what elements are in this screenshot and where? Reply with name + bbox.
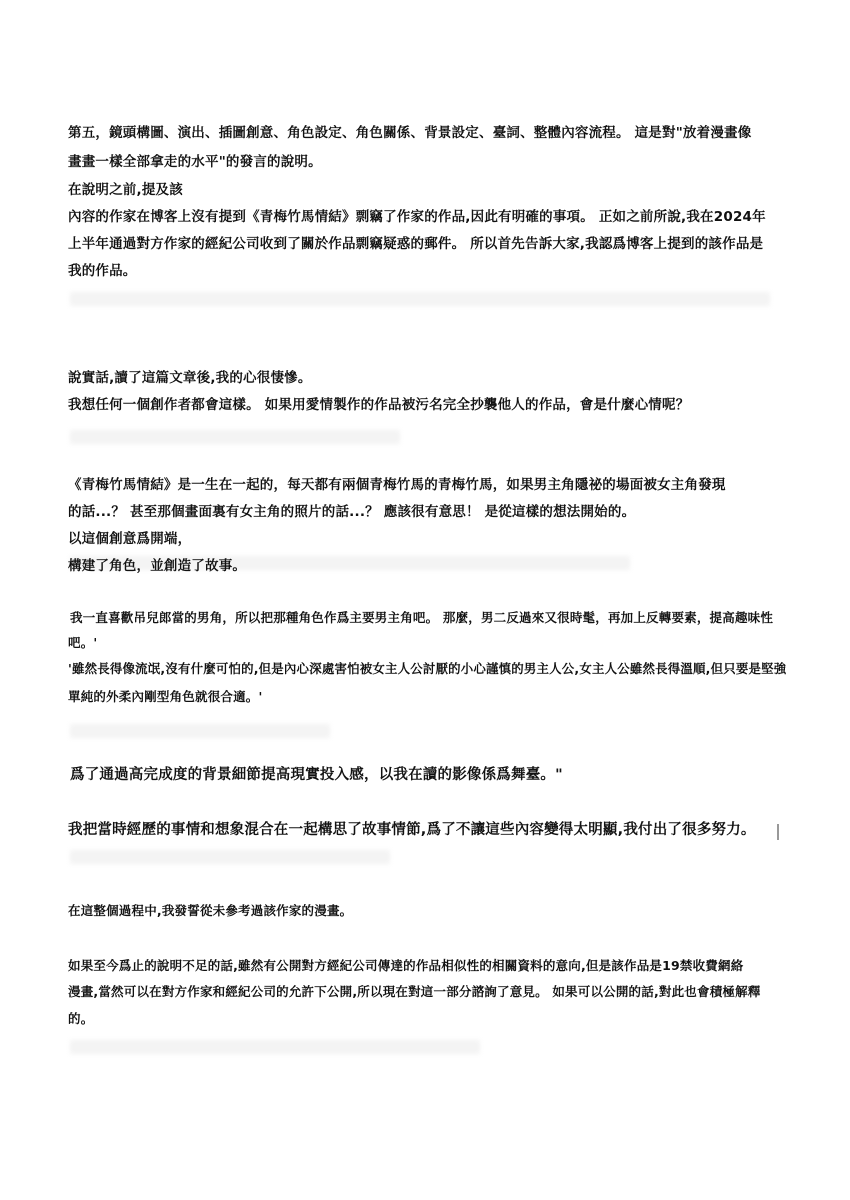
text-line: 第五，鏡頭構圖、演出、插圖創意、角色設定、角色關係、背景設定、臺詞、整體內容流程。 這是對"放着漫畫像 (68, 125, 752, 141)
text-line: 的。 (68, 1011, 94, 1026)
text-line: 的話...？ 甚至那個畫面裏有女主角的照片的話...？ 應該很有意思！ 是從這樣的想法開始的。 (68, 504, 636, 520)
text-line: 在這整個過程中,我發誓從未參考過該作家的漫畫。 (68, 903, 353, 918)
text-line: 《青梅竹馬情結》是一生在一起的，每天都有兩個青梅竹馬的青梅竹馬，如果男主角隱祕的場面被女主角發現 (68, 477, 726, 493)
text-line: 單純的外柔內剛型角色就很合適。' (68, 689, 263, 704)
bleed-through-mark (70, 292, 770, 306)
edge-mark (777, 824, 779, 840)
text-line: 說實話,讀了這篇文章後,我的心很悽慘。 (68, 370, 312, 386)
text-line: 內容的作家在博客上沒有提到《青梅竹馬情結》剽竊了作家的作品,因此有明確的事項。 正如之前所說,我在2024年 (68, 209, 766, 225)
bleed-through-mark (70, 724, 330, 738)
text-line: 上半年通過對方作家的經紀公司收到了關於作品剽竊疑惑的郵件。 所以首先告訴大家,我認爲博客上提到的該作品是 (68, 236, 764, 252)
text-line: 在說明之前,提及該 (68, 182, 183, 198)
bleed-through-mark (70, 1040, 480, 1054)
text-line: 我一直喜歡吊兒郎當的男角，所以把那種角色作爲主要男主角吧。 那麼，男二反過來又很時髦，再加上反轉要素，提高趣味性 (70, 610, 774, 625)
text-line: 以這個創意爲開端， (68, 531, 192, 547)
text-line: 我想任何一個創作者都會這樣。 如果用愛情製作的作品被污名完全抄襲他人的作品，會是什麼心情呢？ (68, 397, 690, 413)
bleed-through-mark (70, 430, 400, 444)
text-line: 漫畫,當然可以在對方作家和經紀公司的允許下公開,所以現在對這一部分諮詢了意見。 如果可以公開的話,對此也會積極解釋 (68, 984, 761, 999)
text-line: 如果至今爲止的說明不足的話,雖然有公開對方經紀公司傳達的作品相似性的相關資料的意向,但是該作品是19禁收費網絡 (68, 958, 744, 973)
text-line: 我把當時經歷的事情和想象混合在一起構思了故事情節,爲了不讓這些內容變得太明顯,我付出了很多努力。 (68, 822, 756, 838)
text-line: 畫畫一樣全部拿走的水平"的發言的說明。 (68, 154, 322, 170)
text-line: 吧。' (68, 635, 98, 650)
bleed-through-mark (70, 850, 390, 864)
text-line: 爲了通過高完成度的背景細節提高現實投入感，以我在讀的影像係爲舞臺。" (70, 767, 563, 783)
text-line: 構建了角色，並創造了故事。 (68, 558, 247, 574)
text-line: 我的作品。 (68, 263, 137, 279)
text-line: '雖然長得像流氓,沒有什麼可怕的,但是內心深處害怕被女主人公討厭的小心謹慎的男主人公,女主人公雖然長得溫順,但只要是堅強 (68, 661, 787, 676)
